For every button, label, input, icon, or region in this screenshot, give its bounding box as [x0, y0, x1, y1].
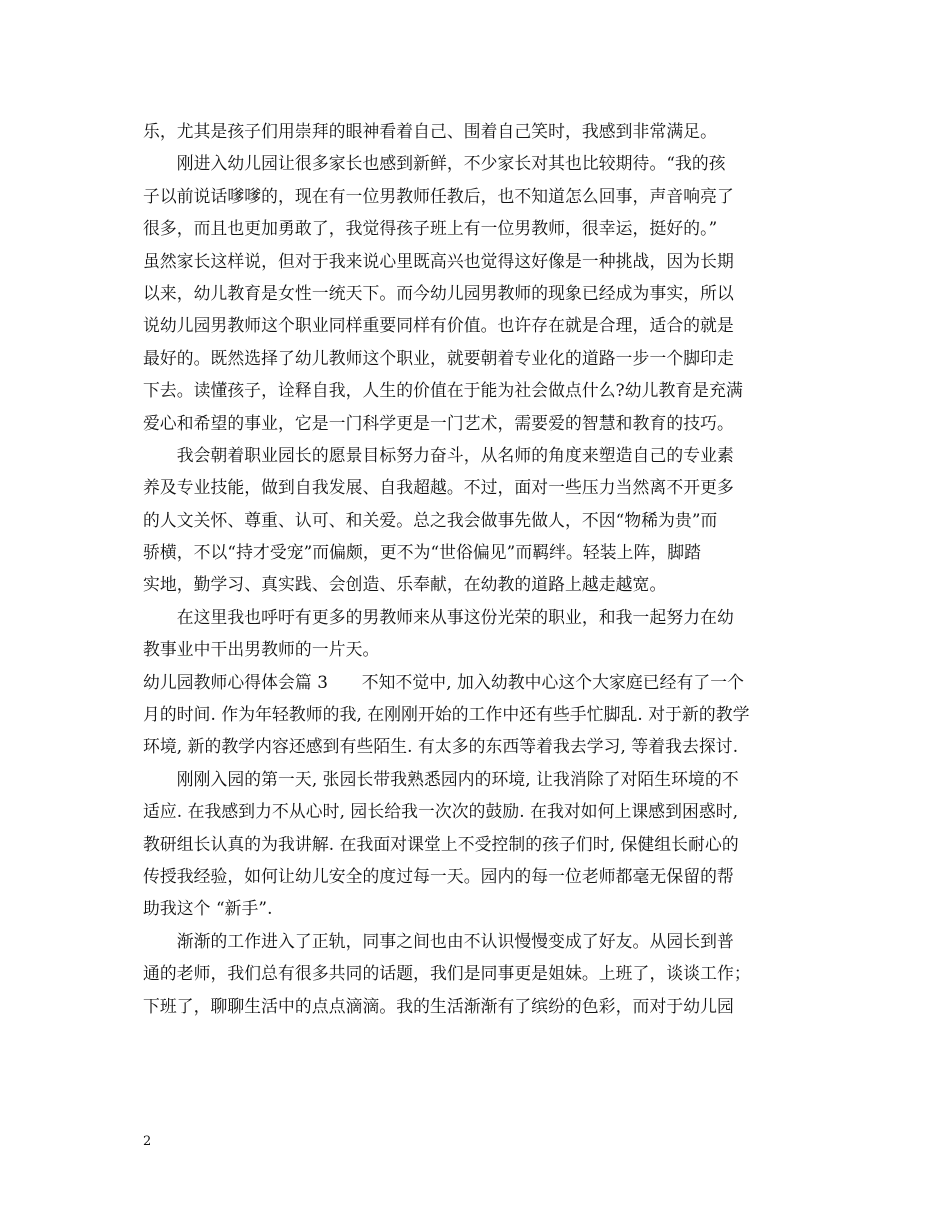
text-line: 幼儿园教师心得体会篇 3 不知不觉中, 加入幼教中心这个大家庭已经有了一个	[143, 671, 745, 692]
text-line: 教研组长认真的为我讲解. 在我面对课堂上不受控制的孩子们时, 保健组长耐心的	[143, 833, 739, 854]
text-line: 虽然家长这样说，但对于我来说心里既高兴也觉得这好像是一种挑战，因为长期	[143, 250, 734, 271]
text-line: 以来，幼儿教育是女性一统天下。而今幼儿园男教师的现象已经成为事实，所以	[143, 282, 734, 303]
text-line: 传授我经验，如何让幼儿安全的度过每一天。园内的每一位老师都毫无保留的帮	[143, 865, 734, 886]
text-line: 月的时间. 作为年轻教师的我, 在刚刚开始的工作中还有些手忙脚乱. 对于新的教学	[143, 704, 750, 725]
text-line: 刚进入幼儿园让很多家长也感到新鲜，不少家长对其也比较期待。“我的孩	[143, 153, 726, 174]
text-line: 养及专业技能，做到自我发展、自我超越。不过，面对一些压力当然离不开更多	[143, 477, 734, 498]
text-line: 教事业中干出男教师的一片天。	[143, 639, 380, 660]
text-line: 最好的。既然选择了幼儿教师这个职业，就要朝着专业化的道路一步一个脚印走	[143, 347, 734, 368]
text-line: 实地，勤学习、真实践、会创造、乐奉献，在幼教的道路上越走越宽。	[143, 574, 667, 595]
text-line: 子以前说话嗲嗲的，现在有一位男教师任教后，也不知道怎么回事，声音响亮了	[143, 185, 734, 206]
text-line: 说幼儿园男教师这个职业同样重要同样有价值。也许存在就是合理，适合的就是	[143, 315, 734, 336]
text-line: 适应. 在我感到力不从心时, 园长给我一次次的鼓励. 在我对如何上课感到困惑时,	[143, 801, 739, 822]
text-line: 渐渐的工作进入了正轨，同事之间也由不认识慢慢变成了好友。从园长到普	[143, 930, 734, 951]
text-line: 我会朝着职业园长的愿景目标努力奋斗，从名师的角度来塑造自己的专业素	[143, 444, 734, 465]
text-line: 骄横，不以“持才受宠”而偏颇，更不为“世俗偏见”而羁绊。轻装上阵，脚踏	[143, 542, 702, 563]
text-line: 乐，尤其是孩子们用崇拜的眼神看着自己、围着自己笑时，我感到非常满足。	[143, 121, 717, 141]
text-line: 下班了，聊聊生活中的点点滴滴。我的生活渐渐有了缤纷的色彩，而对于幼儿园	[143, 995, 734, 1016]
text-line: 助我这个 “新手”.	[143, 898, 273, 919]
body-text	[143, 115, 813, 1022]
page-number: 2	[143, 1134, 152, 1149]
text-line: 下去。读懂孩子，诠释自我，人生的价值在于能为社会做点什么?幼儿教育是充满	[143, 380, 743, 401]
text-line: 爱心和希望的事业，它是一门科学更是一门艺术，需要爱的智慧和教育的技巧。	[143, 412, 734, 433]
text-line: 的人文关怀、尊重、认可、和关爱。总之我会做事先做人，不因“物稀为贵”而	[143, 509, 718, 530]
text-line: 刚刚入园的第一天, 张园长带我熟悉园内的环境, 让我消除了对陌生环境的不	[143, 768, 739, 789]
text-line: 很多，而且也更加勇敢了，我觉得孩子班上有一位男教师，很幸运，挺好的。”	[143, 218, 718, 239]
text-line: 通的老师，我们总有很多共同的话题，我们是同事更是姐妹。上班了，谈谈工作；	[143, 963, 751, 984]
text-line: 在这里我也呼吁有更多的男教师来从事这份光荣的职业，和我一起努力在幼	[143, 606, 734, 627]
text-line: 环境, 新的教学内容还感到有些陌生. 有太多的东西等着我去学习, 等着我去探讨.	[143, 736, 739, 757]
